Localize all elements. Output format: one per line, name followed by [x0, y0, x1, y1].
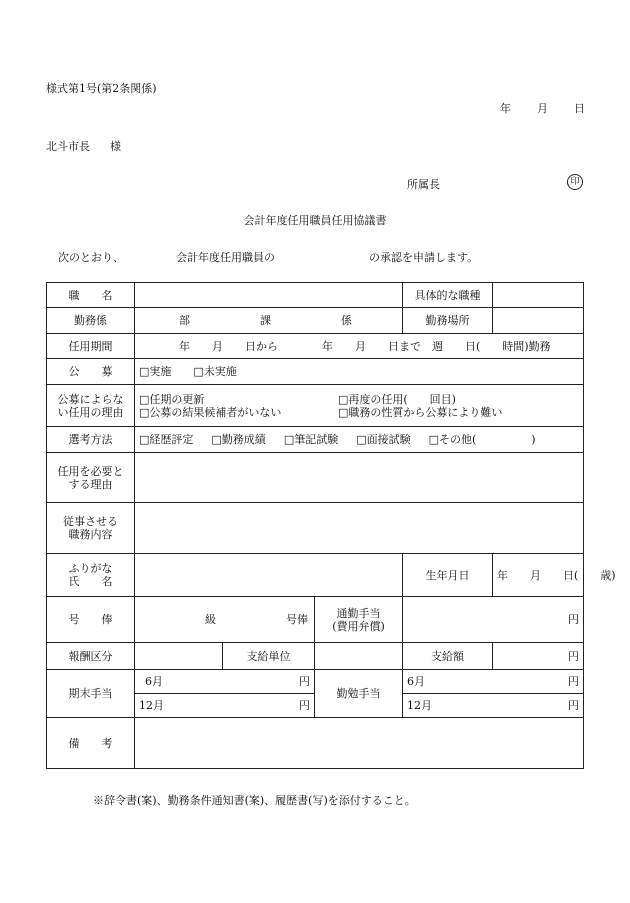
workplace-field[interactable]	[493, 308, 584, 334]
selection-opt-interview[interactable]: □面接試験	[356, 433, 411, 446]
row-name	[47, 554, 584, 597]
addressee	[46, 138, 121, 154]
furigana-label: ふりがな	[68, 562, 113, 575]
post-label: 職 名	[47, 283, 135, 308]
diligence-december-field[interactable]	[403, 694, 584, 718]
duties-field[interactable]	[135, 503, 584, 554]
fullname-label: 氏 名	[68, 575, 113, 588]
post-field[interactable]	[135, 283, 403, 308]
workplace-label: 勤務場所	[403, 308, 493, 334]
form-number: 様式第1号(第2条関係)	[46, 82, 157, 95]
duties-label	[47, 503, 135, 554]
diligence-june-label: 6月	[407, 675, 425, 688]
pay-amount-field[interactable]: 円	[493, 643, 584, 670]
row-selection	[47, 427, 584, 453]
date-day: 日	[574, 102, 585, 115]
no-recruit-reason-label-line2: い任用の理由	[57, 405, 124, 419]
necessity-label	[47, 453, 135, 503]
term-end-december-label: 12月	[139, 699, 164, 712]
recruit-field	[135, 359, 584, 385]
date-line	[500, 100, 585, 116]
subsection-unit: 係	[341, 314, 352, 327]
remarks-field[interactable]	[135, 718, 584, 769]
row-section	[47, 308, 584, 334]
duties-label-line2: 職務内容	[68, 528, 113, 541]
section-field[interactable]	[135, 308, 403, 334]
footnote: ※辞令書(案)、勤務条件通知書(案)、履歴書(写)を添付すること。	[93, 794, 416, 807]
intro-part1: 次のとおり、	[58, 251, 124, 264]
period-label: 任用期間	[47, 334, 135, 359]
reason-opt-reappointment[interactable]: □再度の任用( 回目)	[338, 392, 456, 406]
selection-field	[135, 427, 584, 453]
addressee-name: 北斗市長	[46, 140, 90, 153]
intro-part2: 会計年度任用職員の	[176, 251, 275, 264]
term-end-june-field[interactable]	[135, 670, 315, 694]
necessity-label-line2: する理由	[68, 477, 113, 491]
no-recruit-reason-label	[47, 385, 135, 427]
commute-label-line2: (費用弁償)	[332, 619, 385, 633]
date-year: 年	[500, 102, 511, 115]
row-post	[47, 283, 584, 308]
necessity-label-line1: 任用を必要と	[57, 464, 124, 478]
commute-label-line1: 通勤手当	[336, 606, 381, 620]
section-label: 勤務係	[47, 308, 135, 334]
no-recruit-reason-field	[135, 385, 584, 427]
necessity-field[interactable]	[135, 453, 584, 503]
row-no-recruit-reason	[47, 385, 584, 427]
recruit-label: 公 募	[47, 359, 135, 385]
salary-label: 号 俸	[47, 597, 135, 643]
row-pay	[47, 643, 584, 670]
selection-opt-other[interactable]: □その他( )	[428, 433, 536, 446]
selection-label: 選考方法	[47, 427, 135, 453]
term-end-label: 期末手当	[47, 670, 135, 718]
selection-opt-written[interactable]: □筆記試験	[283, 433, 339, 446]
pay-unit-label: 支給単位	[223, 643, 315, 670]
pay-class-label: 報酬区分	[47, 643, 135, 670]
name-field[interactable]	[135, 554, 403, 597]
reason-opt-renewal[interactable]: □任期の更新	[139, 392, 205, 406]
selection-opt-career[interactable]: □経歴評定	[139, 433, 194, 446]
row-duties	[47, 503, 584, 554]
selection-opt-performance[interactable]: □勤務成績	[211, 433, 266, 446]
dept-head-label: 所属長	[407, 178, 440, 191]
seal-mark: 印	[567, 174, 583, 190]
form-title: 会計年度任用職員任用協議書	[243, 214, 387, 227]
specific-post-field[interactable]	[493, 283, 584, 308]
name-label	[47, 554, 135, 597]
reason-opt-no-candidate[interactable]: □公募の結果候補者がいない	[139, 405, 282, 419]
row-salary	[47, 597, 584, 643]
row-period	[47, 334, 584, 359]
commute-label	[315, 597, 403, 643]
addressee-honorific: 様	[110, 140, 121, 153]
period-field[interactable]: 年 月 日から 年 月 日まで 週 日( 時間)勤務	[135, 334, 584, 359]
section-unit: 課	[260, 314, 271, 327]
diligence-december-yen: 円	[568, 699, 579, 712]
dept-unit: 部	[179, 314, 190, 327]
no-recruit-reason-label-line1: 公募によらな	[57, 392, 124, 406]
remarks-label: 備 考	[47, 718, 135, 769]
pay-amount-label: 支給額	[403, 643, 493, 670]
specific-post-label: 具体的な職種	[403, 283, 493, 308]
diligence-label: 勤勉手当	[315, 670, 403, 718]
diligence-december-label: 12月	[407, 699, 432, 712]
birthdate-label: 生年月日	[403, 554, 493, 597]
commute-field[interactable]: 円	[403, 597, 584, 643]
row-recruit	[47, 359, 584, 385]
term-end-june-label: 6月	[145, 675, 163, 688]
birthdate-field[interactable]: 年 月 日( 歳)	[493, 554, 584, 597]
row-remarks	[47, 718, 584, 769]
salary-field[interactable]	[135, 597, 315, 643]
term-end-june-yen: 円	[299, 675, 310, 688]
term-end-december-yen: 円	[299, 699, 310, 712]
term-end-december-field[interactable]	[135, 694, 315, 718]
recruit-opt-held[interactable]: □実施	[139, 365, 172, 378]
date-month: 月	[537, 102, 548, 115]
pay-unit-field[interactable]	[315, 643, 403, 670]
intro-text	[58, 249, 478, 265]
reason-opt-job-nature[interactable]: □職務の性質から公募により難い	[338, 405, 503, 419]
application-form-table	[46, 282, 616, 769]
recruit-opt-not-held[interactable]: □未実施	[193, 365, 237, 378]
duties-label-line1: 従事させる	[63, 515, 118, 528]
pay-class-field[interactable]	[135, 643, 223, 670]
diligence-june-yen: 円	[568, 675, 579, 688]
step-unit: 号俸	[286, 613, 308, 626]
row-necessity	[47, 453, 584, 503]
row-bonus-june	[47, 670, 584, 694]
intro-part3: の承認を申請します。	[369, 251, 479, 264]
grade-unit: 級	[205, 613, 216, 626]
diligence-june-field[interactable]	[403, 670, 584, 694]
